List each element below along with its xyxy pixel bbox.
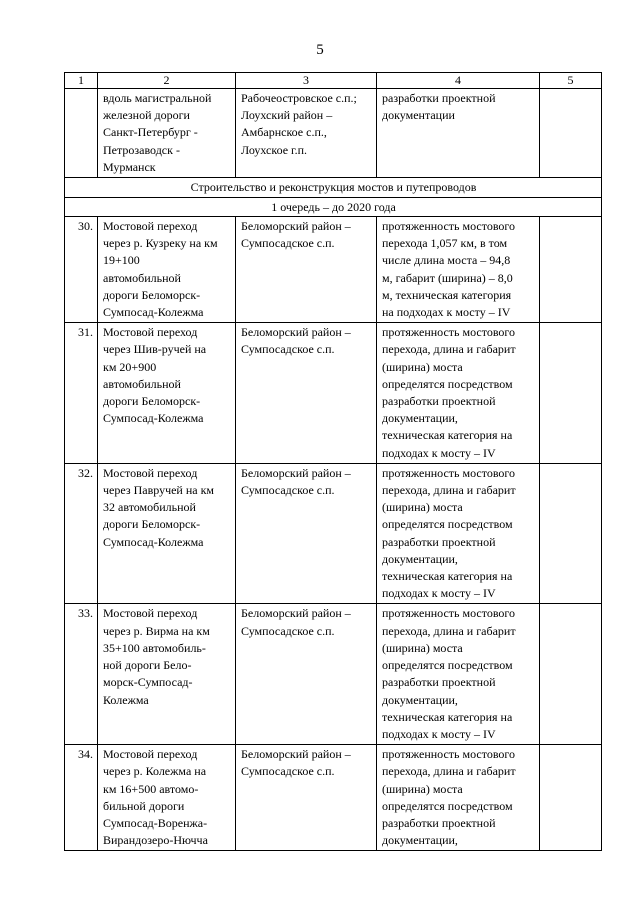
continued-row-object: вдоль магистральной железной дороги Санкт-Петербург - Петрозаводск - Мурманск bbox=[98, 89, 236, 178]
continued-row bbox=[65, 89, 602, 178]
table-row bbox=[65, 323, 602, 464]
row-location: Беломорский район – Сумпосадское с.п. bbox=[236, 745, 377, 851]
row-number: 34. bbox=[65, 745, 98, 851]
table-row bbox=[65, 745, 602, 851]
row-location: Беломорский район – Сумпосадское с.п. bbox=[236, 604, 377, 745]
subsection-title: 1 очередь – до 2020 года bbox=[65, 197, 602, 217]
objects-table-body bbox=[65, 73, 602, 851]
row-number: 30. bbox=[65, 217, 98, 323]
continued-row-extra bbox=[540, 89, 602, 178]
row-extra bbox=[540, 463, 602, 604]
row-characteristics: протяженность мостового перехода, длина и габарит (ширина) моста определятся посредством разработки проектной документации, техническая категория на подходах к мосту – IV bbox=[377, 604, 540, 745]
section-title-row bbox=[65, 178, 602, 198]
column-number-5: 5 bbox=[540, 73, 602, 89]
column-number-1: 1 bbox=[65, 73, 98, 89]
continued-row-num bbox=[65, 89, 98, 178]
section-title: Строительство и реконструкция мостов и путепроводов bbox=[65, 178, 602, 198]
row-characteristics: протяженность мостового перехода, длина и габарит (ширина) моста определятся посредством разработки проектной документации, техническая категория на подходах к мосту – IV bbox=[377, 463, 540, 604]
row-number: 31. bbox=[65, 323, 98, 464]
column-number-2: 2 bbox=[98, 73, 236, 89]
table-row bbox=[65, 217, 602, 323]
row-characteristics: протяженность мостового перехода, длина и габарит (ширина) моста определятся посредством разработки проектной документации, техническая категория на подходах к мосту – IV bbox=[377, 323, 540, 464]
row-object: Мостовой переход через р. Кузреку на км 19+100 автомобильной дороги Беломорск- Сумпосад-Колежма bbox=[98, 217, 236, 323]
row-extra bbox=[540, 604, 602, 745]
row-object: Мостовой переход через р. Колежма на км 16+500 автомо- бильной дороги Сумпосад-Воренжа- Вирандозеро-Нючча bbox=[98, 745, 236, 851]
column-number-3: 3 bbox=[236, 73, 377, 89]
row-extra bbox=[540, 217, 602, 323]
table-row bbox=[65, 604, 602, 745]
row-number: 32. bbox=[65, 463, 98, 604]
continued-row-characteristics: разработки проектной документации bbox=[377, 89, 540, 178]
row-object: Мостовой переход через Шив-ручей на км 20+900 автомобильной дороги Беломорск- Сумпосад-Колежма bbox=[98, 323, 236, 464]
row-extra bbox=[540, 745, 602, 851]
row-location: Беломорский район – Сумпосадское с.п. bbox=[236, 463, 377, 604]
row-location: Беломорский район – Сумпосадское с.п. bbox=[236, 323, 377, 464]
row-characteristics: протяженность мостового перехода 1,057 км, в том числе длина моста – 94,8 м, габарит (ширина) – 8,0 м, техническая категория на подходах к мосту – IV bbox=[377, 217, 540, 323]
page-number: 5 bbox=[316, 42, 324, 58]
row-number: 33. bbox=[65, 604, 98, 745]
objects-table bbox=[64, 72, 602, 851]
subsection-title-row bbox=[65, 197, 602, 217]
row-object: Мостовой переход через Павручей на км 32 автомобильной дороги Беломорск- Сумпосад-Колежма bbox=[98, 463, 236, 604]
row-extra bbox=[540, 323, 602, 464]
row-object: Мостовой переход через р. Вирма на км 35+100 автомобиль- ной дороги Бело- морск-Сумпосад- Колежма bbox=[98, 604, 236, 745]
row-characteristics: протяженность мостового перехода, длина и габарит (ширина) моста определятся посредством разработки проектной документации, bbox=[377, 745, 540, 851]
continued-row-location: Рабочеостровское с.п.; Лоухский район – Амбарнское с.п., Лоухское г.п. bbox=[236, 89, 377, 178]
row-location: Беломорский район – Сумпосадское с.п. bbox=[236, 217, 377, 323]
column-number-row bbox=[65, 73, 602, 89]
table-row bbox=[65, 463, 602, 604]
column-number-4: 4 bbox=[377, 73, 540, 89]
